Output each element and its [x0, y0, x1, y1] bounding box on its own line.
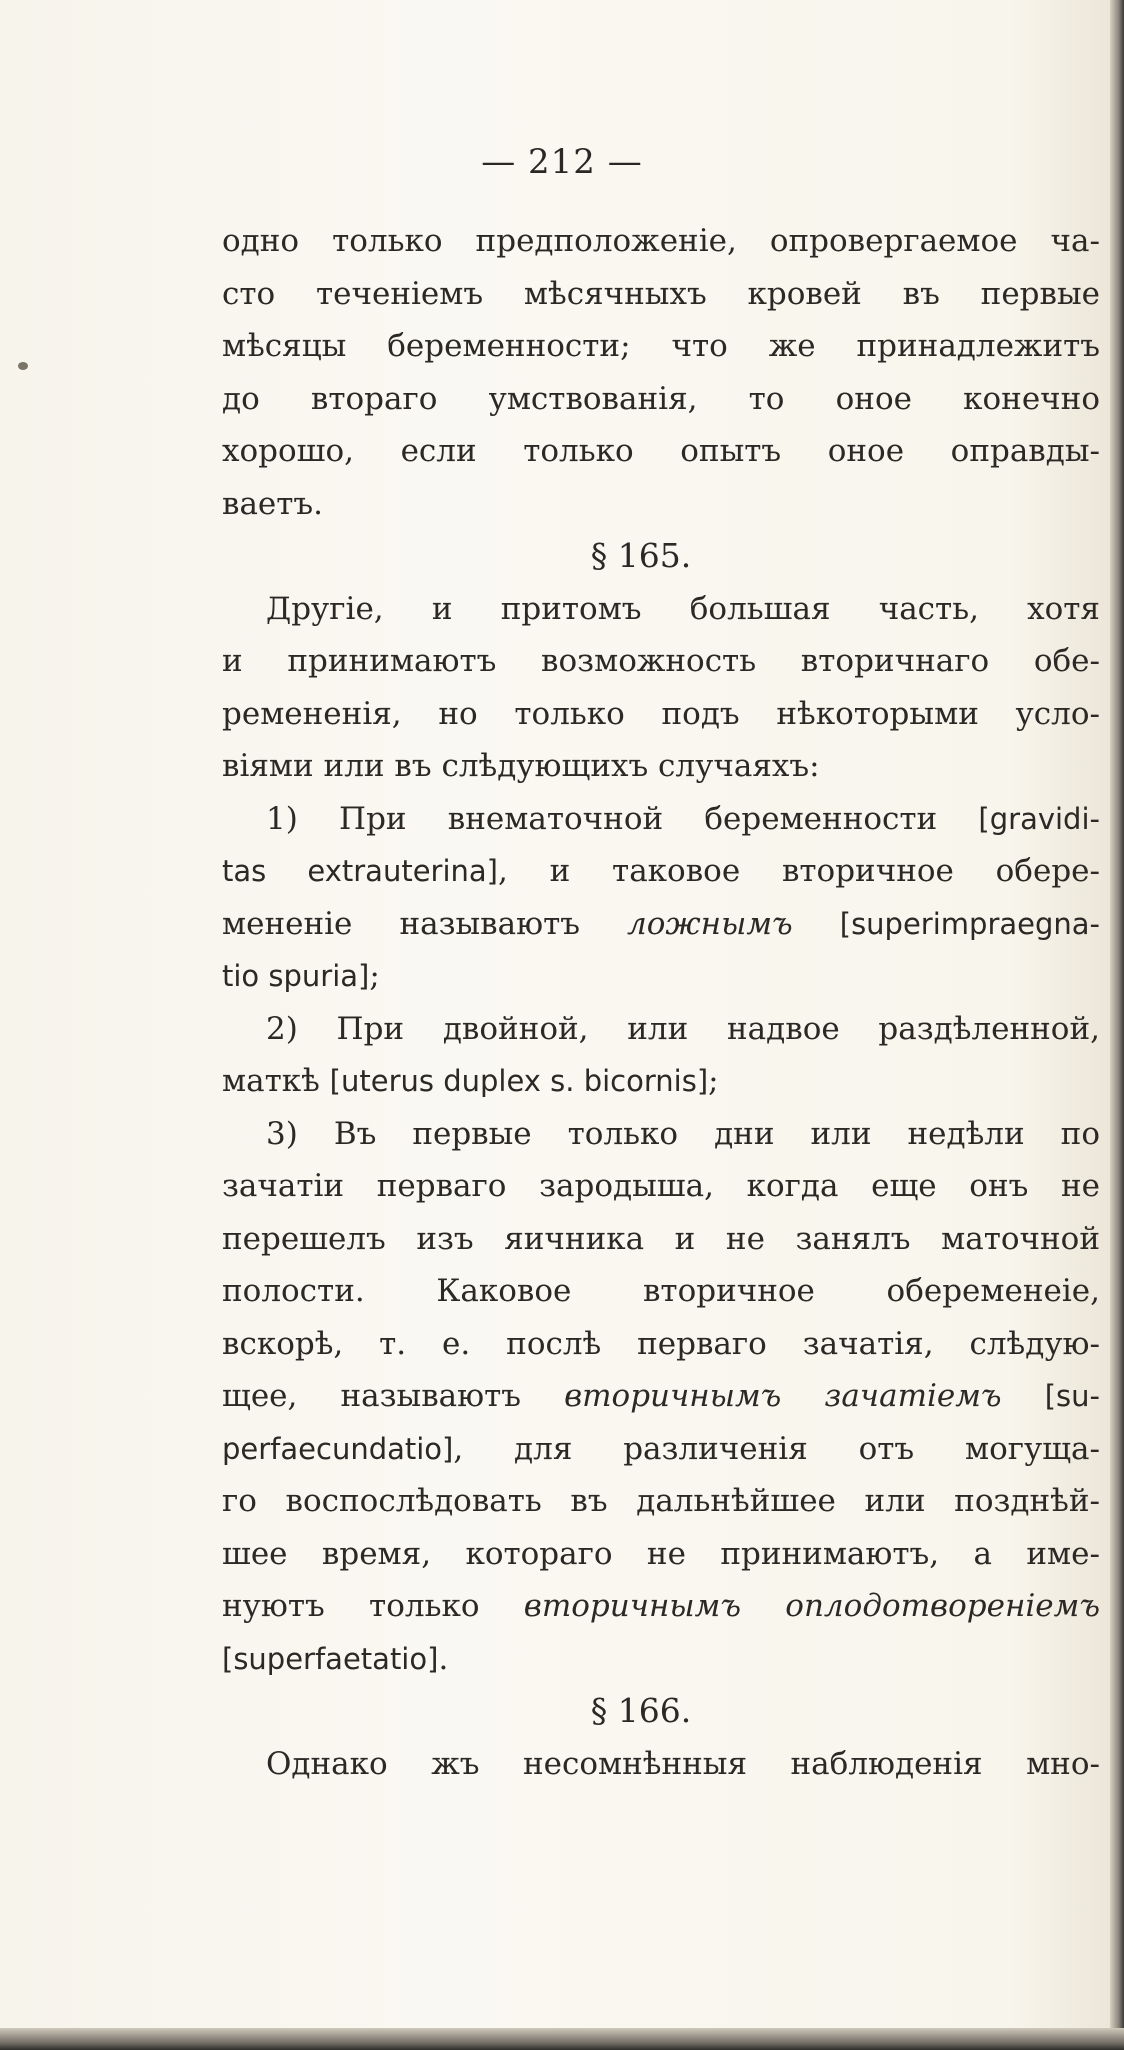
text-line — [222, 268, 1100, 321]
text-line — [222, 1160, 1100, 1213]
text-line — [222, 688, 1100, 741]
text-line — [222, 740, 1100, 793]
text-run: ; — [369, 958, 380, 994]
latin-term: [uterus duplex s. bicornis] — [329, 1064, 709, 1098]
section-heading — [222, 530, 1100, 583]
text-run: ваетъ. — [222, 485, 324, 522]
text-line — [222, 425, 1100, 478]
text-line — [222, 1318, 1100, 1371]
text-run: щее, называютъ — [222, 1378, 565, 1414]
text-run: вскорѣ, т. е. послѣ перваго зачатія, слѣдую- — [222, 1325, 1100, 1362]
text-run: віями или въ слѣдующихъ случаяхъ: — [222, 748, 820, 784]
latin-term: [gravidi- — [978, 801, 1100, 836]
text-line — [222, 583, 1100, 636]
text-run: ремененія, но только подъ нѣкоторыми усло- — [222, 695, 1100, 732]
text-line — [222, 1580, 1100, 1633]
text-run: ; — [708, 1063, 719, 1099]
text-run: . — [438, 1640, 449, 1677]
text-run: Другіе, и притомъ большая часть, хотя — [266, 590, 1100, 627]
text-run: 1) При внематочной беременности — [266, 800, 979, 837]
text-run: , и таковое вторичное обере- — [497, 853, 1100, 889]
text-line — [222, 898, 1100, 951]
italic-term: вторичнымъ зачатіемъ — [564, 1378, 1002, 1414]
text-run: маткѣ — [222, 1063, 330, 1099]
text-line — [222, 1003, 1100, 1056]
latin-term: perfaecundatio] — [222, 1431, 454, 1466]
text-line — [222, 1633, 1100, 1686]
text-run: 3) Въ первые только дни или недѣли по — [266, 1115, 1100, 1152]
section-heading — [222, 1685, 1100, 1738]
text-run: го воспослѣдовать въ дальнѣйшее или позднѣй- — [222, 1483, 1100, 1519]
text-run: , для различенія отъ могуща- — [453, 1430, 1100, 1467]
text-line — [222, 635, 1100, 688]
text-run: нуютъ только — [222, 1588, 524, 1624]
text-line — [222, 320, 1100, 373]
text-run — [793, 906, 840, 942]
text-run: мененіе называютъ — [222, 905, 628, 942]
text-run: мѣсяцы беременности; что же принадлежитъ — [222, 328, 1100, 364]
latin-term: [superfaetatio] — [222, 1641, 439, 1676]
page-edge-bottom — [0, 2028, 1124, 2050]
body-text — [222, 215, 1100, 1790]
text-line — [222, 1108, 1100, 1161]
margin-speck — [18, 362, 28, 370]
text-run: перешелъ изъ яичника и не занялъ маточной — [222, 1220, 1100, 1257]
text-line — [222, 1213, 1100, 1266]
text-line — [222, 1528, 1100, 1581]
text-line — [222, 215, 1100, 268]
text-run: § 166. — [590, 1691, 692, 1730]
text-line — [222, 1055, 1100, 1108]
text-run: Однако жъ несомнѣнныя наблюденія мно- — [266, 1745, 1100, 1782]
text-line — [222, 845, 1100, 898]
text-run: одно только предположеніе, опровергаемое ча- — [222, 223, 1100, 259]
text-run: полости. Каковое вторичное обеременеіе, — [222, 1273, 1100, 1309]
text-line — [222, 1423, 1100, 1476]
page-number: — 212 — — [481, 142, 643, 182]
text-run: и принимаютъ возможность вторичнаго обе- — [222, 643, 1100, 679]
text-run: шее время, котораго не принимаютъ, а име- — [222, 1535, 1100, 1572]
text-line — [222, 793, 1100, 846]
latin-term: [superimpraegna- — [839, 906, 1100, 941]
text-line — [222, 1475, 1100, 1528]
text-run: зачатіи перваго зародыша, когда еще онъ не — [222, 1168, 1100, 1204]
text-run — [1002, 1378, 1045, 1414]
text-line — [222, 478, 1100, 531]
text-line — [222, 1738, 1100, 1791]
italic-term: вторичнымъ оплодотвореніемъ — [523, 1588, 1100, 1624]
text-line — [222, 950, 1100, 1003]
text-run: до втораго умствованія, то оное конечно — [222, 380, 1100, 417]
italic-term: ложнымъ — [627, 905, 793, 942]
latin-term: tas extrauterina] — [222, 854, 498, 888]
text-line — [222, 373, 1100, 426]
page-edge-right — [1110, 0, 1124, 2050]
text-line — [222, 1370, 1100, 1423]
text-run: § 165. — [590, 536, 692, 575]
text-run: 2) При двойной, или надвое раздѣленной, — [266, 1010, 1100, 1047]
text-line — [222, 1265, 1100, 1318]
latin-term: tio spuria] — [222, 959, 370, 993]
text-run: хорошо, если только опытъ оное оправды- — [222, 433, 1100, 469]
latin-term: [su- — [1044, 1379, 1100, 1413]
text-run: сто теченіемъ мѣсячныхъ кровей въ первые — [222, 275, 1100, 312]
